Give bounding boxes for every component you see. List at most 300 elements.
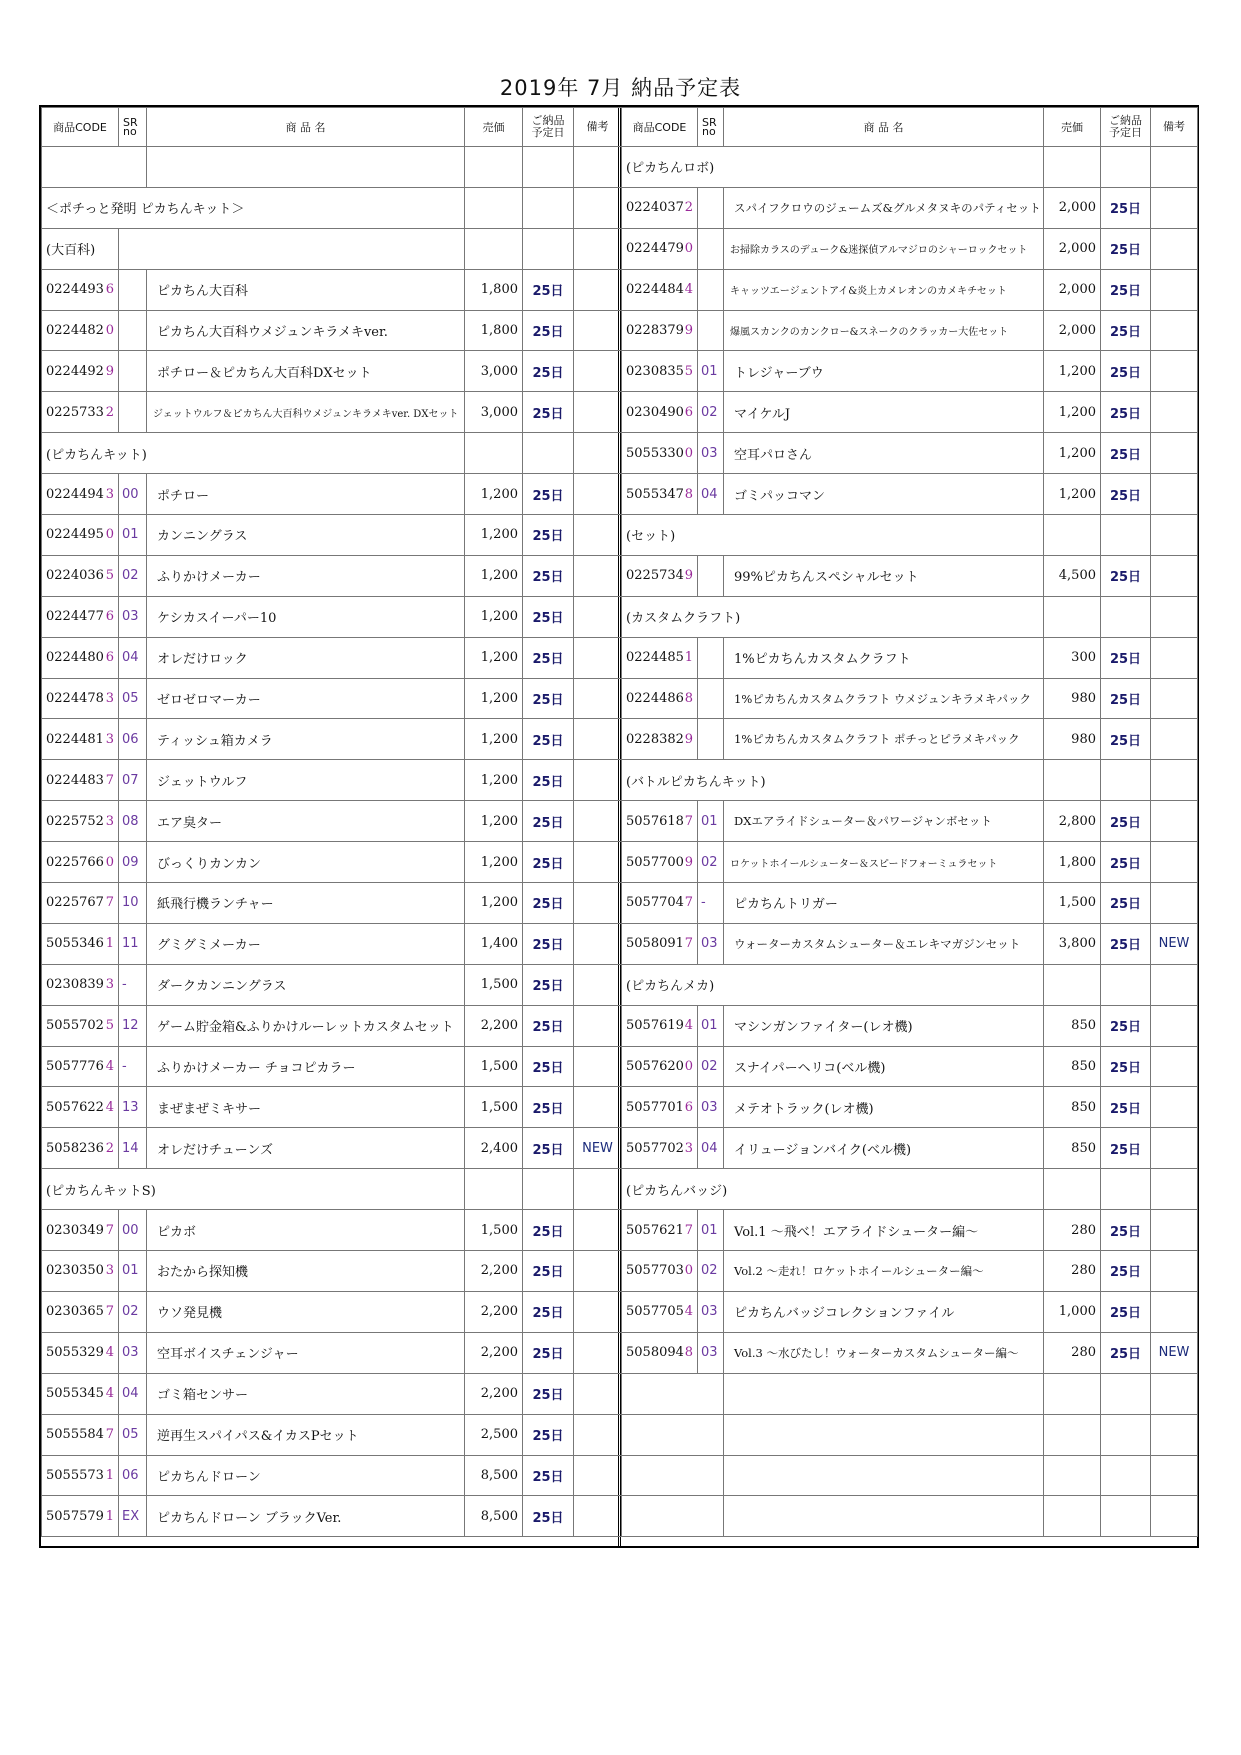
code-number: 0225733: [46, 404, 104, 420]
remarks: [574, 1005, 622, 1046]
delivery-date: 25日: [523, 1210, 574, 1251]
table-row: [42, 842, 622, 883]
check-digit: 7: [105, 895, 114, 911]
check-digit: 5: [684, 363, 693, 379]
table-row: [622, 801, 1198, 842]
product-code: [622, 1005, 698, 1046]
table-row: [622, 1332, 1198, 1373]
empty-cell: [1044, 1455, 1101, 1496]
remarks: [1151, 1291, 1198, 1332]
price: 2,000: [1044, 228, 1101, 269]
right-table-body: [622, 147, 1198, 1537]
remarks: [574, 1496, 622, 1537]
product-name: ティッシュ箱カメラ: [147, 719, 465, 760]
product-name: 紙飛行機ランチャー: [147, 883, 465, 924]
empty-cell: [523, 433, 574, 474]
check-digit: 6: [105, 650, 114, 666]
product-code: [622, 1210, 698, 1251]
code-number: 5057704: [626, 895, 684, 911]
check-digit: 4: [684, 1018, 693, 1034]
table-row: [622, 842, 1198, 883]
empty-cell: [1151, 1455, 1198, 1496]
product-name: スナイパーヘリコ(ベル機): [724, 1046, 1044, 1087]
header-code: 商品CODE: [622, 108, 698, 147]
product-name: カンニングラス: [147, 515, 465, 556]
code-number: 5055702: [46, 1018, 104, 1034]
code-number: 5057619: [626, 1018, 684, 1034]
table-row: [622, 1210, 1198, 1251]
price: 1,200: [465, 842, 523, 883]
product-code: [622, 923, 698, 964]
product-code: [42, 515, 119, 556]
empty-cell: [119, 228, 465, 269]
table-row: [622, 187, 1198, 228]
sr-number: 01: [698, 1210, 724, 1251]
sr-number: 02: [698, 1251, 724, 1292]
price: 4,500: [1044, 555, 1101, 596]
header-due: [523, 108, 574, 147]
code-number: 0224485: [626, 650, 684, 666]
price: 1,500: [465, 1087, 523, 1128]
table-row: [42, 1414, 622, 1455]
table-row: [622, 923, 1198, 964]
price: 1,800: [465, 269, 523, 310]
check-digit: 3: [105, 486, 114, 502]
price: 1,200: [1044, 351, 1101, 392]
check-digit: 6: [105, 609, 114, 625]
sr-number: -: [119, 964, 147, 1005]
table-row: [42, 1005, 622, 1046]
product-code: [622, 392, 698, 433]
remarks: [574, 842, 622, 883]
product-code: [622, 801, 698, 842]
delivery-date: 25日: [523, 351, 574, 392]
delivery-date: 25日: [523, 1414, 574, 1455]
check-digit: 3: [105, 691, 114, 707]
remarks: [574, 719, 622, 760]
delivery-date: 25日: [1101, 433, 1151, 474]
remarks: NEW: [574, 1128, 622, 1169]
remarks: NEW: [1151, 1332, 1198, 1373]
check-digit: 6: [684, 404, 693, 420]
product-code: [42, 474, 119, 515]
code-number: 5055330: [626, 445, 684, 461]
table-row: [42, 351, 622, 392]
sr-number: 04: [698, 1128, 724, 1169]
code-number: 0224492: [46, 363, 104, 379]
check-digit: 4: [684, 282, 693, 298]
delivery-date: 25日: [1101, 637, 1151, 678]
remarks: [574, 515, 622, 556]
delivery-date: 25日: [1101, 1251, 1151, 1292]
sr-number: -: [698, 883, 724, 924]
price: 1,800: [1044, 842, 1101, 883]
product-name: びっくりカンカン: [147, 842, 465, 883]
section-label: (ピカちんメカ): [622, 964, 1044, 1005]
table-row: [42, 1455, 622, 1496]
product-code: [42, 1251, 119, 1292]
product-name: ロケットホイールシューター＆スピードフォーミュラセット: [724, 842, 1044, 883]
sr-number: 04: [119, 1373, 147, 1414]
table-row: [42, 1332, 622, 1373]
product-code: [622, 310, 698, 351]
product-code: [42, 923, 119, 964]
price: 980: [1044, 678, 1101, 719]
section-row: [622, 964, 1198, 1005]
empty-cell: [724, 1455, 1044, 1496]
code-number: 0228382: [626, 731, 684, 747]
remarks: NEW: [1151, 923, 1198, 964]
product-code: [622, 1128, 698, 1169]
table-row: [42, 637, 622, 678]
check-digit: 3: [105, 731, 114, 747]
remarks: [1151, 474, 1198, 515]
header-name: 商 品 名: [724, 108, 1044, 147]
remarks: [574, 555, 622, 596]
price: 2,400: [465, 1128, 523, 1169]
code-number: 0224493: [46, 282, 104, 298]
remarks: [574, 1414, 622, 1455]
table-row: [42, 1251, 622, 1292]
product-code: [42, 1046, 119, 1087]
code-number: 5057702: [626, 1140, 684, 1156]
header-due-text: ご納品 予定日: [531, 114, 565, 139]
delivery-date: 25日: [1101, 1291, 1151, 1332]
remarks: [1151, 1210, 1198, 1251]
product-code: [42, 1496, 119, 1537]
product-code: [42, 1210, 119, 1251]
code-number: 0230490: [626, 404, 684, 420]
sr-number: 03: [698, 1087, 724, 1128]
check-digit: 4: [684, 1304, 693, 1320]
remarks: [1151, 1046, 1198, 1087]
product-code: [622, 433, 698, 474]
remarks: [574, 760, 622, 801]
price: 2,200: [465, 1332, 523, 1373]
check-digit: 4: [105, 1386, 114, 1402]
product-code: [622, 637, 698, 678]
sr-number: 06: [119, 719, 147, 760]
sr-number: 01: [698, 801, 724, 842]
price: 1,200: [465, 637, 523, 678]
sr-number: 04: [698, 474, 724, 515]
check-digit: 6: [105, 282, 114, 298]
section-row: [42, 1169, 622, 1210]
code-number: 5057620: [626, 1059, 684, 1075]
check-digit: 0: [105, 323, 114, 338]
delivery-date: 25日: [1101, 801, 1151, 842]
check-digit: 5: [105, 1018, 114, 1034]
code-number: 0224479: [626, 241, 684, 257]
empty-cell: [1044, 515, 1101, 556]
delivery-date: 25日: [523, 883, 574, 924]
product-name: ふりかけメーカー チョコピカラー: [147, 1046, 465, 1087]
check-digit: 9: [684, 323, 693, 338]
header-sr: [698, 108, 724, 147]
check-digit: 2: [105, 1140, 114, 1156]
page-title: 2019年 7月 納品予定表: [499, 76, 742, 100]
table-row: [622, 637, 1198, 678]
price: 1,200: [465, 474, 523, 515]
price: 1,200: [465, 515, 523, 556]
empty-cell: [465, 147, 523, 188]
code-number: 0224482: [46, 323, 104, 338]
sr-number: [698, 678, 724, 719]
code-number: 0224481: [46, 731, 104, 747]
blank-row: [622, 1414, 1198, 1455]
delivery-date: 25日: [523, 555, 574, 596]
header-note: 備考: [574, 108, 622, 147]
product-name: ダークカンニングラス: [147, 964, 465, 1005]
product-name: マイケルJ: [724, 392, 1044, 433]
sr-number: [698, 187, 724, 228]
table-header: [42, 108, 622, 147]
product-name: ジェットウルフ＆ピカちん大百科ウメジュンキラメキver. DXセット: [147, 392, 465, 433]
code-number: 5055347: [626, 486, 684, 502]
section-row: [622, 596, 1198, 637]
section-label: (カスタムクラフト): [622, 596, 1044, 637]
section-label: (ピカちんキット): [42, 433, 465, 474]
table-row: [42, 474, 622, 515]
product-code: [622, 1046, 698, 1087]
price: 1,200: [465, 678, 523, 719]
sr-number: 01: [119, 1251, 147, 1292]
remarks: [1151, 1005, 1198, 1046]
blank-row: [42, 147, 622, 188]
product-name: 爆風スカンクのカンクロー&スネークのクラッカー大佐セット: [724, 310, 1044, 351]
remarks: [1151, 637, 1198, 678]
check-digit: 1: [684, 650, 693, 666]
section-row: [42, 228, 622, 269]
sr-number: 06: [119, 1455, 147, 1496]
code-number: 0224484: [626, 282, 684, 298]
code-number: 5055573: [46, 1467, 104, 1483]
product-name: ゴミパッコマン: [724, 474, 1044, 515]
table-row: [622, 1251, 1198, 1292]
sr-number: 03: [698, 433, 724, 474]
price: 2,200: [465, 1291, 523, 1332]
product-name: ピカちんトリガー: [724, 883, 1044, 924]
check-digit: 0: [105, 854, 114, 870]
delivery-date: 25日: [1101, 392, 1151, 433]
product-code: [622, 1251, 698, 1292]
price: 1,500: [1044, 883, 1101, 924]
delivery-date: 25日: [1101, 883, 1151, 924]
empty-cell: [1101, 1169, 1151, 1210]
remarks: [1151, 719, 1198, 760]
empty-cell: [724, 1373, 1044, 1414]
delivery-date: 25日: [523, 310, 574, 351]
sr-number: 01: [698, 351, 724, 392]
table-row: [622, 228, 1198, 269]
sr-number: 02: [698, 842, 724, 883]
product-code: [42, 1291, 119, 1332]
remarks: [574, 351, 622, 392]
code-number: 0228379: [626, 323, 684, 338]
empty-cell: [574, 228, 622, 269]
table-row: [42, 923, 622, 964]
price: 280: [1044, 1210, 1101, 1251]
check-digit: 7: [684, 895, 693, 911]
empty-cell: [465, 433, 523, 474]
sr-number: [698, 555, 724, 596]
product-name: Vol.3 ～水びたし！ウォーターカスタムシューター編～: [724, 1332, 1044, 1373]
delivery-date: 25日: [523, 760, 574, 801]
delivery-schedule-sheet: [39, 105, 1199, 1548]
empty-cell: [574, 433, 622, 474]
product-name: 99%ピカちんスペシャルセット: [724, 555, 1044, 596]
blank-row: [622, 1496, 1198, 1537]
left-table-body: [42, 147, 622, 1537]
empty-cell: [523, 1169, 574, 1210]
delivery-date: 25日: [523, 1373, 574, 1414]
remarks: [574, 637, 622, 678]
price: 1,200: [465, 801, 523, 842]
price: 1,200: [465, 719, 523, 760]
product-name: Vol.1 ～飛べ！エアライドシューター編～: [724, 1210, 1044, 1251]
empty-cell: [465, 187, 523, 228]
price: 280: [1044, 1251, 1101, 1292]
sr-number: [119, 351, 147, 392]
delivery-date: 25日: [523, 719, 574, 760]
empty-cell: [1151, 1414, 1198, 1455]
section-label: (セット): [622, 515, 1044, 556]
price: 1,200: [1044, 392, 1101, 433]
header-code: 商品CODE: [42, 108, 119, 147]
remarks: [1151, 269, 1198, 310]
product-code: [42, 310, 119, 351]
sr-number: 03: [698, 1291, 724, 1332]
price: 1,200: [465, 596, 523, 637]
table-row: [42, 392, 622, 433]
product-code: [42, 269, 119, 310]
section-row: [42, 187, 622, 228]
table-row: [42, 1373, 622, 1414]
price: 1,500: [465, 964, 523, 1005]
product-name: エア臭ター: [147, 801, 465, 842]
table-row: [42, 964, 622, 1005]
product-code: [42, 637, 119, 678]
check-digit: 4: [105, 1345, 114, 1361]
delivery-date: 25日: [523, 269, 574, 310]
product-code: [42, 883, 119, 924]
product-name: お掃除カラスのデューク&迷探偵アルマジロのシャーロックセット: [724, 228, 1044, 269]
price: 280: [1044, 1332, 1101, 1373]
check-digit: 8: [684, 486, 693, 502]
remarks: [574, 474, 622, 515]
code-number: 5057579: [46, 1508, 104, 1524]
product-code: [622, 1332, 698, 1373]
delivery-date: 25日: [523, 474, 574, 515]
code-number: 0230349: [46, 1222, 104, 1238]
remarks: [574, 1046, 622, 1087]
product-name: 1%ピカちんカスタムクラフト ポチっとピラメキパック: [724, 719, 1044, 760]
header-due-text: ご納品 予定日: [1109, 114, 1142, 139]
section-row: [622, 1169, 1198, 1210]
code-number: 0224486: [626, 691, 684, 707]
product-code: [622, 678, 698, 719]
table-row: [622, 719, 1198, 760]
empty-cell: [1151, 1373, 1198, 1414]
code-number: 5057622: [46, 1099, 104, 1115]
delivery-date: 25日: [1101, 1087, 1151, 1128]
table-row: [622, 433, 1198, 474]
check-digit: 8: [684, 1345, 693, 1361]
empty-cell: [1044, 596, 1101, 637]
product-name: ウォーターカスタムシューター＆エレキマガジンセット: [724, 923, 1044, 964]
price: 1,200: [465, 883, 523, 924]
product-name: スパイフクロウのジェームズ&グルメタヌキのパティセット: [724, 187, 1044, 228]
remarks: [574, 883, 622, 924]
delivery-date: 25日: [523, 964, 574, 1005]
check-digit: 0: [684, 241, 693, 257]
sr-number: [698, 228, 724, 269]
delivery-date: 25日: [523, 1128, 574, 1169]
delivery-date: 25日: [523, 923, 574, 964]
product-code: [622, 351, 698, 392]
table-row: [42, 678, 622, 719]
empty-cell: [1044, 760, 1101, 801]
code-number: 0224494: [46, 486, 104, 502]
product-name: グミグミメーカー: [147, 923, 465, 964]
product-code: [42, 1414, 119, 1455]
delivery-date: 25日: [1101, 678, 1151, 719]
header-price: 売価: [1044, 108, 1101, 147]
table-row: [622, 269, 1198, 310]
remarks: [574, 678, 622, 719]
code-number: 5058091: [626, 936, 684, 952]
empty-cell: [1101, 147, 1151, 188]
code-number: 5057705: [626, 1304, 684, 1320]
sr-number: [119, 392, 147, 433]
code-number: 0224480: [46, 650, 104, 666]
delivery-date: 25日: [1101, 310, 1151, 351]
check-digit: 0: [684, 1059, 693, 1075]
sr-number: [698, 637, 724, 678]
empty-cell: [1151, 147, 1198, 188]
price: 2,200: [465, 1373, 523, 1414]
product-code: [622, 842, 698, 883]
delivery-date: 25日: [1101, 1128, 1151, 1169]
check-digit: 3: [684, 1140, 693, 1156]
sr-number: 13: [119, 1087, 147, 1128]
product-name: ふりかけメーカー: [147, 555, 465, 596]
code-number: 0224477: [46, 609, 104, 625]
table-row: [622, 392, 1198, 433]
code-number: 5058236: [46, 1140, 104, 1156]
delivery-date: 25日: [523, 1496, 574, 1537]
product-code: [42, 760, 119, 801]
sr-number: 10: [119, 883, 147, 924]
code-number: 0225752: [46, 813, 104, 829]
remarks: [1151, 678, 1198, 719]
empty-cell: [724, 1414, 1044, 1455]
price: 1,400: [465, 923, 523, 964]
product-name: ピカちん大百科ウメジュンキラメキver.: [147, 310, 465, 351]
check-digit: 8: [684, 691, 693, 707]
price: 3,000: [465, 351, 523, 392]
empty-cell: [1101, 596, 1151, 637]
price: 2,000: [1044, 310, 1101, 351]
check-digit: 9: [105, 363, 114, 379]
sr-number: 05: [119, 678, 147, 719]
sr-number: 12: [119, 1005, 147, 1046]
remarks: [1151, 187, 1198, 228]
remarks: [574, 1332, 622, 1373]
empty-cell: [147, 147, 465, 188]
product-name: ゴミ箱センサー: [147, 1373, 465, 1414]
product-name: 1%ピカちんカスタムクラフト ウメジュンキラメキパック: [724, 678, 1044, 719]
